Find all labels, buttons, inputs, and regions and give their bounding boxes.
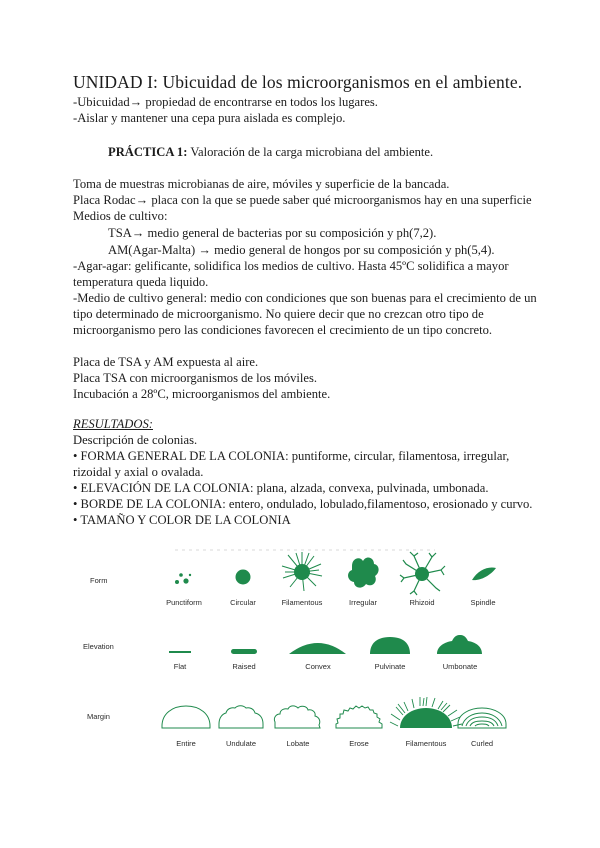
pulvinate-shape — [370, 637, 410, 654]
media-line: AM(Agar-Malta) → medio general de hongos por su composición y ph(5,4). — [108, 243, 495, 257]
resultados-line: • BORDE DE LA COLONIA: entero, ondulado, lobulado,filamentoso, erosionado y curvo. — [73, 497, 533, 511]
resultados-line: rizoidal y axial o ovalada. — [73, 465, 204, 479]
row-label-margin: Margin — [87, 712, 110, 721]
agar-line: temperatura queda liquido. — [73, 275, 209, 289]
spindle-shape — [472, 568, 496, 583]
curled-margin-shape — [458, 708, 506, 728]
caption-flat: Flat — [173, 662, 187, 671]
resultados-line: • FORMA GENERAL DE LA COLONIA: puntiforme, circular, filamentosa, irregular, — [73, 449, 510, 463]
filamentous-margin-shape — [390, 697, 462, 728]
raised-shape — [231, 649, 257, 654]
erose-margin-shape — [336, 706, 382, 728]
resultados-line: Descripción de colonias. — [73, 433, 198, 447]
body-line: Toma de muestras microbianas de aire, móviles y superficie de la bancada. — [73, 177, 450, 191]
caption-spindle: Spindle — [470, 598, 496, 607]
row-label-form: Form — [90, 576, 108, 585]
umbonate-shape — [437, 635, 482, 654]
caption-irregular: Irregular — [349, 598, 377, 607]
media-line: TSA→ medio general de bacterias por su composición y ph(7,2). — [108, 226, 437, 240]
practica-label: PRÁCTICA 1: — [108, 145, 188, 159]
caption-filamentous-margin: Filamentous — [405, 739, 447, 748]
medio-line: tipo determinado de microorganismo. No quiere decir que no crezcan otro tipo de — [73, 307, 484, 321]
resultados-line: • ELEVACIÓN DE LA COLONIA: plana, alzada, convexa, pulvinada, umbonada. — [73, 481, 489, 495]
placas-line: Incubación a 28ºC, microorganismos del ambiente. — [73, 387, 331, 401]
punctiform-shape — [175, 573, 191, 584]
lobate-margin-shape — [274, 706, 320, 728]
practica-heading — [108, 144, 433, 160]
row-label-elevation: Elevation — [83, 642, 114, 651]
body-line: Placa Rodac→ placa con la que se puede saber qué microorganismos hay en una superficie — [73, 193, 532, 207]
practica-text: Valoración de la carga microbiana del ambiente. — [187, 145, 434, 159]
medio-line: -Medio de cultivo general: medio con condiciones que son buenas para el crecimiento de un — [73, 291, 537, 305]
caption-umbonate: Umbonate — [442, 662, 478, 671]
caption-undulate: Undulate — [225, 739, 257, 748]
caption-raised: Raised — [232, 662, 256, 671]
filamentous-shape — [282, 552, 322, 591]
caption-punctiform: Punctiform — [166, 598, 202, 607]
entire-margin-shape — [162, 706, 210, 728]
intro-line: -Ubicuidad→ propiedad de encontrarse en todos los lugares. — [73, 95, 378, 109]
circular-shape — [236, 570, 251, 585]
placas-line: Placa de TSA y AM expuesta al aire. — [73, 355, 259, 369]
caption-convex: Convex — [305, 662, 331, 671]
undulate-margin-shape — [219, 706, 263, 728]
page-title: UNIDAD I: Ubicuidad de los microorganismos en el ambiente. — [73, 72, 523, 92]
convex-shape — [289, 643, 346, 654]
placas-line: Placa TSA con microorganismos de los móviles. — [73, 371, 318, 385]
caption-filamentous: Filamentous — [281, 598, 323, 607]
caption-entire: Entire — [176, 739, 196, 748]
caption-lobate: Lobate — [286, 739, 310, 748]
resultados-heading: RESULTADOS: — [73, 417, 153, 431]
rhizoid-shape — [400, 552, 445, 595]
caption-curled: Curled — [470, 739, 494, 748]
colony-morphology-figure — [80, 548, 530, 758]
resultados-line: • TAMAÑO Y COLOR DE LA COLONIA — [73, 513, 291, 527]
caption-erose: Erose — [349, 739, 369, 748]
medio-line: microorganismo pero las condiciones favorecen el crecimiento de un tipo concreto. — [73, 323, 493, 337]
caption-rhizoid: Rhizoid — [409, 598, 435, 607]
agar-line: -Agar-agar: gelificante, solidifica los medios de cultivo. Hasta 45ºC solidifica a mayor — [73, 259, 509, 273]
flat-shape — [169, 651, 191, 653]
caption-circular: Circular — [230, 598, 256, 607]
body-line: Medios de cultivo: — [73, 209, 168, 223]
caption-pulvinate: Pulvinate — [374, 662, 406, 671]
intro-line: -Aislar y mantener una cepa pura aislada es complejo. — [73, 111, 346, 125]
irregular-shape — [348, 557, 379, 587]
